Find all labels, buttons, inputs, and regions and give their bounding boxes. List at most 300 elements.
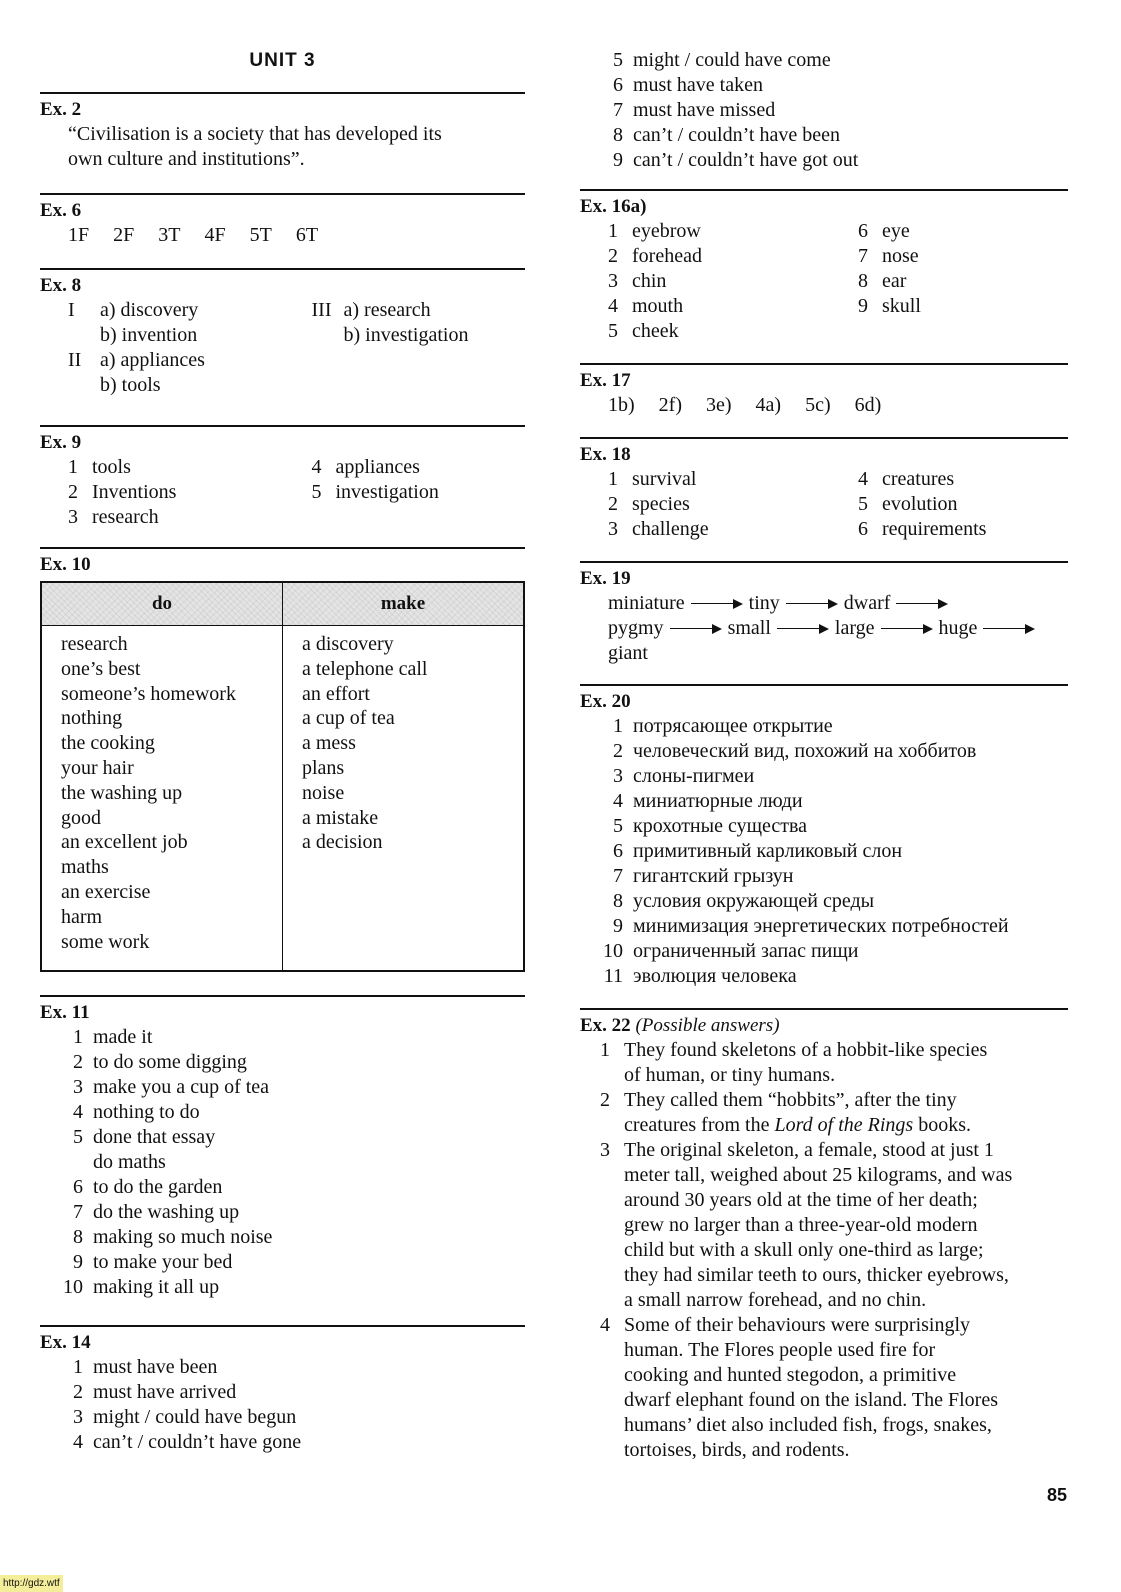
- table-cell-entry: your hair: [61, 756, 134, 779]
- list-item: [312, 455, 526, 480]
- item-number: 4: [311, 456, 322, 478]
- exercise-20: [580, 684, 1068, 989]
- text-line: a small narrow forehead, and no chin.: [624, 1289, 927, 1311]
- answer: 6d): [854, 394, 882, 416]
- item-number: 5: [608, 320, 618, 342]
- exercise-14-continued: [580, 48, 1068, 173]
- item-text: to do the garden: [93, 1176, 223, 1198]
- answer-column: [818, 219, 1068, 344]
- item-text: cheek: [632, 320, 679, 342]
- item-text: eye: [882, 220, 910, 242]
- item-text: must have missed: [633, 99, 776, 121]
- item-number: 10: [63, 1276, 83, 1298]
- item-text: might / could have come: [633, 49, 831, 71]
- item-text: can’t / couldn’t have been: [633, 124, 840, 146]
- item-number: 3: [600, 1139, 610, 1161]
- item-text: must have taken: [633, 74, 763, 96]
- text-line: They found skeletons of a hobbit-like species: [624, 1039, 988, 1061]
- unit-title: UNIT 3: [249, 50, 316, 71]
- table-cell-entry: a decision: [302, 831, 383, 854]
- item-number: 8: [613, 124, 623, 146]
- list-item: [608, 294, 818, 319]
- exercise-6: [40, 193, 525, 248]
- item-text: эволюция человека: [633, 965, 797, 987]
- answer: 4a): [755, 394, 782, 416]
- table-cell-entry: the cooking: [61, 732, 155, 755]
- list-item: [608, 244, 818, 269]
- text-segment: books.: [913, 1114, 971, 1136]
- item-text: make you a cup of tea: [93, 1076, 270, 1098]
- table-cell-entry: maths: [61, 856, 109, 879]
- answer-column: [608, 467, 818, 542]
- text-line: cooking and hunted stegodon, a primitive: [624, 1364, 957, 1386]
- arrow-right-icon: [670, 624, 722, 634]
- list-item: [58, 1125, 525, 1150]
- item-number: 5: [73, 1126, 83, 1148]
- exercise-16a: [580, 189, 1068, 344]
- item-text: tools: [92, 456, 131, 478]
- item-number: 3: [73, 1076, 83, 1098]
- list-item: [598, 48, 1068, 73]
- section-divider: [40, 92, 525, 94]
- answer: 2f): [658, 394, 682, 416]
- item-text: слоны-пигмеи: [633, 765, 755, 787]
- exercise-14: [40, 1325, 525, 1455]
- column-header-make: make: [283, 582, 525, 626]
- answer-list: [580, 393, 1068, 418]
- list-item: [598, 73, 1068, 98]
- section-divider: [580, 363, 1068, 365]
- item-number: 8: [613, 890, 623, 912]
- do-column: [41, 626, 283, 972]
- text-line: The original skeleton, a female, stood at just 1: [624, 1139, 994, 1161]
- arrow-right-icon: [786, 599, 838, 609]
- list-item: [598, 839, 1068, 864]
- answer-list: [580, 1038, 1068, 1463]
- exercise-title: Ex. 19: [580, 568, 631, 589]
- item-number: 7: [858, 245, 868, 267]
- list-item: [858, 467, 1068, 492]
- list-item: [68, 505, 282, 530]
- list-item: [58, 1355, 525, 1380]
- item-number: 1: [608, 220, 618, 242]
- list-item: [58, 1150, 525, 1175]
- group-number: III: [311, 299, 332, 321]
- item-number: 3: [608, 270, 618, 292]
- exercise-title: Ex. 10: [40, 554, 91, 575]
- item-number: 10: [603, 940, 623, 962]
- item-text: крохотные существа: [633, 815, 808, 837]
- table-cell-entry: plans: [302, 756, 345, 779]
- answer: a) appliances: [100, 349, 205, 371]
- text-line: humans’ diet also included fish, frogs, snakes,: [624, 1414, 992, 1436]
- item-text: research: [92, 506, 159, 528]
- exercise-8: [40, 268, 525, 398]
- item-text: must have been: [93, 1356, 218, 1378]
- item-text: do maths: [93, 1151, 166, 1173]
- list-item: [68, 480, 282, 505]
- item-text: [624, 1313, 998, 1463]
- list-item: [608, 467, 818, 492]
- group-number: I: [68, 299, 75, 321]
- answer-list: [40, 1355, 525, 1455]
- list-item: [58, 1250, 525, 1275]
- exercise-title: Ex. 2: [40, 99, 82, 120]
- item-number: 8: [73, 1226, 83, 1248]
- list-item: [598, 889, 1068, 914]
- group-number: II: [68, 349, 82, 371]
- section-divider: [40, 1325, 525, 1327]
- item-number: 7: [613, 865, 623, 887]
- sequence-word: pygmy: [608, 617, 664, 639]
- answer: 5c): [805, 394, 831, 416]
- list-item: [598, 789, 1068, 814]
- item-number: 5: [858, 493, 868, 515]
- item-number: 1: [73, 1026, 83, 1048]
- exercise-2: [40, 92, 525, 172]
- item-text: skull: [882, 295, 921, 317]
- exercise-note: (Possible answers): [635, 1015, 780, 1036]
- text-line: Some of their behaviours were surprisingly: [624, 1314, 971, 1336]
- answer-grid: [40, 455, 525, 530]
- text-line: human. The Flores people used fire for: [624, 1339, 936, 1361]
- exercise-title: [580, 1014, 1068, 1038]
- text-line: “Civilisation is a society that has developed its: [68, 123, 442, 145]
- arrow-right-icon: [691, 599, 743, 609]
- item-text: do the washing up: [93, 1201, 240, 1223]
- list-item: [58, 1405, 525, 1430]
- item-text: миниатюрные люди: [633, 790, 803, 812]
- list-item: [598, 939, 1068, 964]
- item-text: nose: [882, 245, 919, 267]
- list-item: [598, 864, 1068, 889]
- section-divider: [40, 193, 525, 195]
- exercise-title: Ex. 6: [40, 200, 82, 221]
- table-cell-entry: a cup of tea: [302, 707, 395, 730]
- book-title: Lord of the Rings: [774, 1114, 914, 1136]
- answer: b) tools: [100, 374, 161, 396]
- item-text: species: [632, 493, 690, 515]
- item-text: making it all up: [93, 1276, 220, 1298]
- answer-column: [282, 298, 526, 398]
- column-header-do: do: [41, 582, 283, 626]
- arrow-right-icon: [881, 624, 933, 634]
- list-item: [58, 1225, 525, 1250]
- item-number: 6: [613, 74, 623, 96]
- item-text: might / could have begun: [93, 1406, 297, 1428]
- list-item: [58, 1025, 525, 1050]
- exercise-22: [580, 1008, 1068, 1463]
- item-text: гигантский грызун: [633, 865, 794, 887]
- exercise-title: Ex. 9: [40, 432, 82, 453]
- list-item: [600, 1138, 1068, 1313]
- answer: a) research: [343, 299, 431, 321]
- answer-column: [818, 467, 1068, 542]
- item-text: to make your bed: [93, 1251, 233, 1273]
- item-text: can’t / couldn’t have gone: [93, 1431, 302, 1453]
- exercise-title-text: Ex. 22: [580, 1015, 631, 1036]
- item-text: mouth: [632, 295, 684, 317]
- item-text: can’t / couldn’t have got out: [633, 149, 859, 171]
- table-cell-entry: a mistake: [302, 806, 379, 829]
- list-item: [600, 1088, 1068, 1138]
- item-text: survival: [632, 468, 697, 490]
- answer-list: [40, 223, 525, 248]
- section-divider: [580, 684, 1068, 686]
- arrow-right-icon: [983, 624, 1035, 634]
- text-line: around 30 years old at the time of her death;: [624, 1189, 978, 1211]
- item-text: Inventions: [92, 481, 177, 503]
- list-item: [858, 492, 1068, 517]
- section-divider: [580, 189, 1068, 191]
- text-line: [624, 1113, 971, 1138]
- list-item: [598, 914, 1068, 939]
- make-column: [283, 626, 525, 972]
- list-item: [598, 123, 1068, 148]
- item-text: chin: [632, 270, 667, 292]
- section-divider: [580, 1008, 1068, 1010]
- item-number: 1: [68, 456, 78, 478]
- list-item: [858, 244, 1068, 269]
- section-divider: [580, 561, 1068, 563]
- item-text: eyebrow: [632, 220, 701, 242]
- item-number: 2: [68, 481, 78, 503]
- item-text: appliances: [335, 456, 420, 478]
- table-cell-entry: one’s best: [61, 657, 141, 680]
- sequence-word: giant: [608, 642, 648, 664]
- arrow-right-icon: [777, 624, 829, 634]
- answer-column: [282, 455, 526, 530]
- arrow-right-icon: [896, 599, 948, 609]
- text-line: dwarf elephant found on the island. The Flores: [624, 1389, 998, 1411]
- answer: 1F: [68, 224, 90, 246]
- exercise-2-text: [40, 122, 525, 172]
- text-line: tortoises, birds, and rodents.: [624, 1439, 850, 1461]
- item-number: 7: [613, 99, 623, 121]
- item-number: 5: [613, 49, 623, 71]
- item-text: evolution: [882, 493, 958, 515]
- list-item: [858, 269, 1068, 294]
- table-cell-entry: research: [61, 633, 128, 655]
- answer: 3T: [158, 224, 181, 246]
- list-item: [608, 219, 818, 244]
- text-line: of human, or tiny humans.: [624, 1064, 836, 1086]
- item-number: 9: [613, 915, 623, 937]
- item-number: 2: [613, 740, 623, 762]
- item-number: 5: [613, 815, 623, 837]
- list-item: [68, 455, 282, 480]
- list-item: [58, 1050, 525, 1075]
- table-cell-entry: an effort: [302, 682, 370, 705]
- section-divider: [40, 268, 525, 270]
- item-text: nothing to do: [93, 1101, 200, 1123]
- item-text: [624, 1138, 1012, 1313]
- list-item: [58, 1380, 525, 1405]
- item-text: forehead: [632, 245, 702, 267]
- list-item: [598, 964, 1068, 989]
- text-segment: creatures from the: [624, 1114, 775, 1136]
- exercise-17: [580, 363, 1068, 418]
- answer: 1b): [608, 394, 635, 416]
- answer-grid: [40, 298, 525, 398]
- word-sequence: [580, 591, 1068, 666]
- table-cell-entry: noise: [302, 781, 345, 804]
- table-cell-entry: the washing up: [61, 781, 183, 804]
- item-number: 2: [73, 1051, 83, 1073]
- exercise-title: Ex. 16a): [580, 196, 647, 217]
- text-line: They called them “hobbits”, after the tiny: [624, 1089, 957, 1111]
- list-item: [608, 517, 818, 542]
- item-number: 9: [73, 1251, 83, 1273]
- list-item: [598, 98, 1068, 123]
- exercise-title: Ex. 17: [580, 370, 631, 391]
- item-number: 2: [73, 1381, 83, 1403]
- item-text: потрясающее открытие: [633, 715, 833, 737]
- sequence-word: small: [727, 617, 771, 639]
- list-item: [598, 714, 1068, 739]
- answer-column: [68, 298, 282, 398]
- table-cell-entry: someone’s homework: [61, 682, 236, 705]
- item-number: 4: [608, 295, 618, 317]
- list-item: [608, 269, 818, 294]
- list-item: [608, 319, 818, 344]
- answer-list: [40, 1025, 525, 1300]
- item-number: 3: [73, 1406, 83, 1428]
- answer: 6T: [295, 224, 319, 246]
- item-number: 4: [73, 1431, 83, 1453]
- list-item: [598, 739, 1068, 764]
- table-cell-entry: an excellent job: [61, 831, 188, 854]
- answer: a) discovery: [100, 299, 199, 321]
- list-item: [600, 1313, 1068, 1463]
- item-text: примитивный карликовый слон: [633, 840, 903, 862]
- item-number: 7: [73, 1201, 83, 1223]
- item-number: 3: [608, 518, 618, 540]
- item-number: 4: [858, 468, 868, 490]
- item-number: 6: [613, 840, 623, 862]
- exercise-18: [580, 437, 1068, 542]
- exercise-title: Ex. 20: [580, 691, 631, 712]
- table-cell-entry: a telephone call: [302, 657, 428, 680]
- answer-group: [68, 348, 282, 398]
- item-number: 6: [73, 1176, 83, 1198]
- sequence-word: tiny: [748, 592, 780, 614]
- list-item: [858, 294, 1068, 319]
- item-number: 4: [73, 1101, 83, 1123]
- answer: 3e): [706, 394, 732, 416]
- item-text: making so much noise: [93, 1226, 273, 1248]
- item-text: done that essay: [93, 1126, 216, 1148]
- text-line: meter tall, weighed about 25 kilograms, and was: [624, 1164, 1013, 1186]
- watermark-link[interactable]: http://gdz.wtf: [0, 1575, 63, 1592]
- item-text: [624, 1088, 971, 1138]
- item-number: 3: [613, 765, 623, 787]
- item-number: 9: [613, 149, 623, 171]
- exercise-10: [40, 547, 525, 972]
- list-item: [598, 814, 1068, 839]
- exercise-title: Ex. 11: [40, 1002, 90, 1023]
- section-divider: [40, 425, 525, 427]
- item-number: 1: [608, 468, 618, 490]
- answer-grid: [580, 467, 1068, 542]
- item-number: 6: [858, 518, 868, 540]
- text-line: grew no larger than a three-year-old modern: [624, 1214, 978, 1236]
- table-cell-entry: a mess: [302, 732, 356, 755]
- table-cell-entry: nothing: [61, 707, 123, 730]
- item-text: made it: [93, 1026, 153, 1048]
- table-cell-entry: harm: [61, 905, 103, 928]
- table-cell-entry: an exercise: [61, 880, 151, 903]
- item-number: 1: [613, 715, 623, 737]
- item-number: 1: [73, 1356, 83, 1378]
- page-number: 85: [1046, 1485, 1067, 1505]
- item-text: creatures: [882, 468, 955, 490]
- exercise-9: [40, 425, 525, 530]
- item-number: 2: [608, 493, 618, 515]
- item-text: минимизация энергетических потребностей: [633, 915, 1009, 937]
- text-line: own culture and institutions”.: [68, 148, 305, 170]
- table-cell-entry: some work: [61, 930, 150, 953]
- answer-group: [68, 298, 282, 348]
- table-cell-entry: a discovery: [302, 633, 394, 655]
- list-item: [58, 1075, 525, 1100]
- do-make-table: [40, 581, 525, 972]
- item-number: 1: [600, 1039, 610, 1061]
- item-text: must have arrived: [93, 1381, 237, 1403]
- list-item: [312, 480, 526, 505]
- item-number: 2: [600, 1089, 610, 1111]
- item-text: ear: [882, 270, 907, 292]
- list-item: [600, 1038, 1068, 1088]
- answer-grid: [580, 219, 1068, 344]
- answer-column: [608, 219, 818, 344]
- item-number: 11: [603, 965, 623, 987]
- list-item: [58, 1275, 525, 1300]
- item-number: 3: [68, 506, 78, 528]
- item-text: requirements: [882, 518, 987, 540]
- answer-group: [312, 298, 526, 348]
- list-item: [58, 1100, 525, 1125]
- item-text: [624, 1038, 987, 1088]
- list-item: [58, 1175, 525, 1200]
- section-divider: [40, 995, 525, 997]
- answer: 2F: [113, 224, 135, 246]
- answer-list: [580, 714, 1068, 989]
- answer: 5T: [249, 224, 272, 246]
- list-item: [598, 148, 1068, 173]
- item-text: ограниченный запас пищи: [633, 940, 859, 962]
- list-item: [858, 219, 1068, 244]
- item-text: investigation: [335, 481, 439, 503]
- item-text: to do some digging: [93, 1051, 247, 1073]
- item-text: человеческий вид, похожий на хоббитов: [633, 740, 977, 762]
- item-number: 5: [311, 481, 322, 503]
- section-divider: [40, 547, 525, 549]
- list-item: [858, 517, 1068, 542]
- exercise-title: Ex. 18: [580, 444, 631, 465]
- answer: 4F: [204, 224, 226, 246]
- table-cell-entry: good: [61, 806, 101, 829]
- text-line: child but with a skull only one-third as large;: [624, 1239, 984, 1261]
- sequence-word: large: [834, 617, 875, 639]
- answer: b) invention: [100, 324, 198, 346]
- sequence-word: dwarf: [843, 592, 891, 614]
- list-item: [58, 1200, 525, 1225]
- list-item: [58, 1430, 525, 1455]
- sequence-word: miniature: [608, 592, 685, 614]
- exercise-title: Ex. 8: [40, 275, 82, 296]
- item-number: [58, 1150, 93, 1175]
